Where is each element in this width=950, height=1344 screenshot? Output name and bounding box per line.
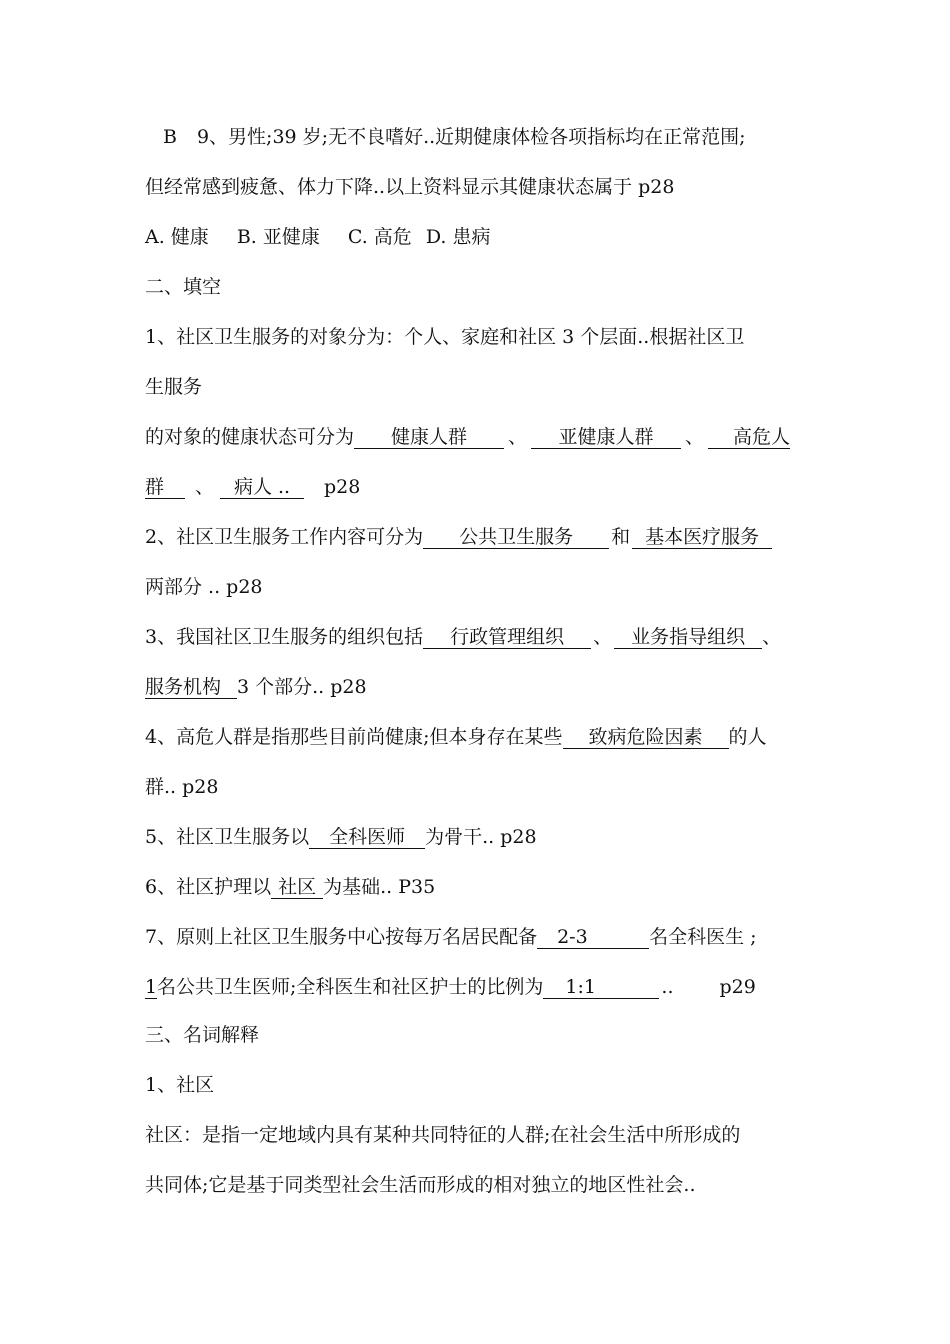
question-9-line-1 xyxy=(145,122,815,152)
fill-3-line-1 xyxy=(145,622,815,652)
option-c: C. 高危 xyxy=(347,226,412,248)
fill-4-line-1 xyxy=(145,722,815,752)
fill-3-answer-3: 服务机构 xyxy=(145,676,237,699)
term-1-definition-line-1: 社区：是指一定地域内具有某种共同特征的人群;在社会生活中所形成的 xyxy=(145,1124,741,1146)
fill-1-line-4 xyxy=(145,472,815,502)
fill-5-prefix: 5、社区卫生服务以 xyxy=(145,826,310,848)
separator: 、 xyxy=(195,476,215,498)
question-9-options xyxy=(145,222,815,252)
fill-4-answer-1: 致病危险因素 xyxy=(563,726,729,749)
section-2-title: 二、填空 xyxy=(145,276,222,298)
fill-7-suffix: .. xyxy=(661,976,674,998)
fill-6-answer-1: 社区 xyxy=(271,876,323,899)
fill-7-prefix: 7、原则上社区卫生服务中心按每万名居民配备 xyxy=(145,926,538,948)
fill-5-line xyxy=(145,822,815,852)
fill-7-mid: 名全科医生 ; xyxy=(649,926,757,948)
fill-3-line-2 xyxy=(145,672,815,702)
fill-2-line-1 xyxy=(145,522,815,552)
separator: 、 xyxy=(685,426,705,448)
answer-letter: B xyxy=(163,126,177,148)
fill-2-answer-1: 公共卫生服务 xyxy=(423,526,609,549)
fill-7-line-1 xyxy=(145,922,815,952)
fill-1-prefix: 的对象的健康状态可分为 xyxy=(145,426,355,448)
fill-1-answer-2: 亚健康人群 xyxy=(531,426,681,449)
fill-4-prefix: 4、高危人群是指那些目前尚健康;但本身存在某些 xyxy=(145,726,563,748)
fill-1-line-3 xyxy=(145,422,815,452)
fill-7-line-2 xyxy=(145,972,815,1002)
fill-2-line-2: 两部分 .. p28 xyxy=(145,576,263,598)
fill-1-line-1: 1、社区卫生服务的对象分为：个人、家庭和社区 3 个层面..根据社区卫 xyxy=(145,326,745,348)
fill-6-suffix: 为基础.. P35 xyxy=(323,876,436,898)
page-ref: p28 xyxy=(324,476,361,498)
fill-7-answer-2: 1 xyxy=(145,976,158,998)
fill-4-line-2: 群.. p28 xyxy=(145,776,219,798)
fill-7-answer-1: 2-3 xyxy=(537,926,649,949)
fill-6-line xyxy=(145,872,815,902)
fill-3-answer-1: 行政管理组织 xyxy=(423,626,591,649)
term-1-heading: 1、社区 xyxy=(145,1074,215,1096)
fill-1-answer-1: 健康人群 xyxy=(354,426,504,449)
fill-2-prefix: 2、社区卫生服务工作内容可分为 xyxy=(145,526,424,548)
fill-2-answer-2: 基本医疗服务 xyxy=(632,526,772,549)
fill-3-answer-2: 业务指导组织 xyxy=(614,626,762,649)
fill-2-mid: 和 xyxy=(611,526,631,548)
section-3-title: 三、名词解释 xyxy=(145,1024,260,1046)
question-9-line-2: 但经常感到疲惫、体力下降..以上资料显示其健康状态属于 p28 xyxy=(145,176,675,198)
separator: 、 xyxy=(762,626,782,648)
option-d: D. 患病 xyxy=(425,226,491,248)
fill-4-mid: 的人 xyxy=(728,726,767,748)
fill-6-prefix: 6、社区护理以 xyxy=(145,876,272,898)
term-1-definition-line-2: 共同体;它是基于同类型社会生活而形成的相对独立的地区性社会.. xyxy=(145,1174,696,1196)
fill-7-mid2: 名公共卫生医师;全科医生和社区护士的比例为 xyxy=(157,976,544,998)
separator: 、 xyxy=(593,626,613,648)
fill-1-answer-4: 病人 .. xyxy=(220,476,304,499)
fill-1-answer-3a: 高危人 xyxy=(708,426,790,449)
fill-7-answer-3: 1:1 xyxy=(543,976,659,999)
question-9-text: 9、男性;39 岁;无不良嗜好..近期健康体检各项指标均在正常范围; xyxy=(196,126,746,148)
fill-1-line-2: 生服务 xyxy=(145,376,203,398)
option-b: B. 亚健康 xyxy=(236,226,320,248)
fill-5-answer-1: 全科医师 xyxy=(309,826,425,849)
fill-5-suffix: 为骨干.. p28 xyxy=(425,826,537,848)
separator: 、 xyxy=(508,426,528,448)
fill-3-suffix: 3 个部分.. p28 xyxy=(237,676,367,698)
fill-3-prefix: 3、我国社区卫生服务的组织包括 xyxy=(145,626,424,648)
fill-1-answer-3b: 群 xyxy=(145,476,185,499)
option-a: A. 健康 xyxy=(145,226,209,248)
page-ref: p29 xyxy=(719,976,756,998)
